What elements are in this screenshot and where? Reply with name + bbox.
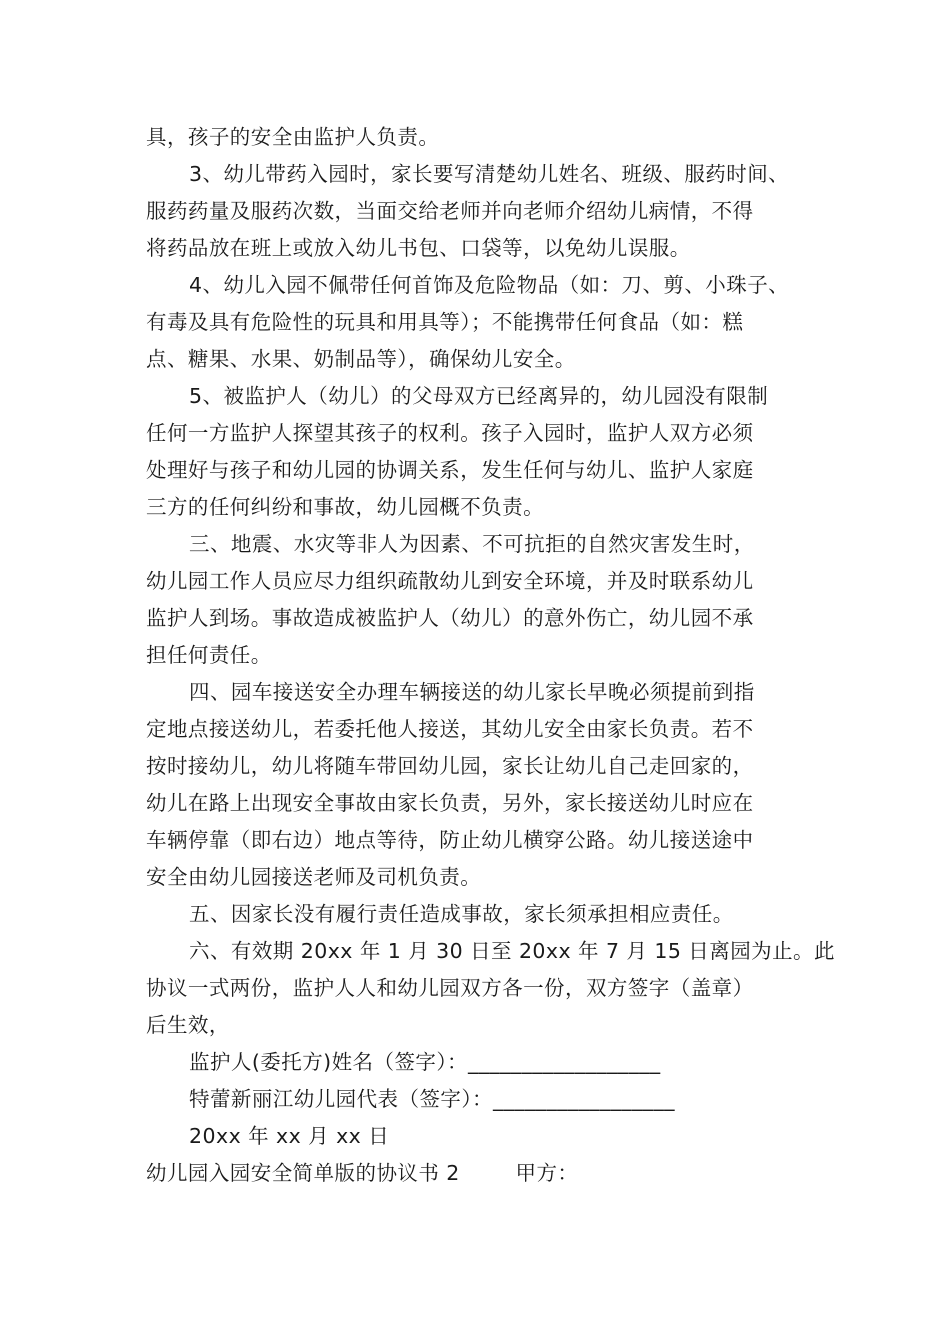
section-3-natural-disaster: 三、地震、水灾等非人为因素、不可抗拒的自然灾害发生时，: [189, 532, 755, 556]
text-line: 按时接幼儿，幼儿将随车带回幼儿园，家长让幼儿自己走回家的，: [146, 754, 754, 778]
text-line: 有毒及具有危险性的玩具和用具等）；不能携带任何食品（如：糕: [146, 310, 744, 334]
text-line: 将药品放在班上或放入幼儿书包、口袋等，以免幼儿误服。: [146, 236, 691, 260]
text-line: 任何一方监护人探望其孩子的权利。孩子入园时，监护人双方必须: [146, 421, 754, 445]
text-line: 后生效，: [146, 1013, 230, 1037]
section-5-parent-responsibility: 五、因家长没有履行责任造成事故，家长须承担相应责任。: [189, 902, 734, 926]
text-line: 监护人到场。事故造成被监护人（幼儿）的意外伤亡，幼儿园不承: [146, 606, 754, 630]
date-line: 20xx 年 xx 月 xx 日: [189, 1124, 390, 1148]
next-agreement-heading: 幼儿园入园安全简单版的协议书 2 甲方：: [146, 1161, 579, 1185]
paragraph-3-medicine: 3、幼儿带药入园时，家长要写清楚幼儿姓名、班级、服药时间、: [189, 162, 790, 186]
paragraph-5-divorced-parents: 5、被监护人（幼儿）的父母双方已经离异的，幼儿园没有限制: [189, 384, 769, 408]
section-4-school-bus: 四、园车接送安全办理车辆接送的幼儿家长早晚必须提前到指: [189, 680, 755, 704]
text-line: 具，孩子的安全由监护人负责。: [146, 125, 440, 149]
text-line: 协议一式两份，监护人人和幼儿园双方各一份，双方签字（盖章）: [146, 976, 754, 1000]
text-line: 服药药量及服药次数，当面交给老师并向老师介绍幼儿病情，不得: [146, 199, 754, 223]
text-line: 三方的任何纠纷和事故，幼儿园概不负责。: [146, 495, 545, 519]
text-line: 担任何责任。: [146, 643, 272, 667]
text-line: 处理好与孩子和幼儿园的协调关系，发生任何与幼儿、监护人家庭: [146, 458, 754, 482]
paragraph-4-dangerous-items: 4、幼儿入园不佩带任何首饰及危险物品（如：刀、剪、小珠子、: [189, 273, 790, 297]
text-line: 幼儿园工作人员应尽力组织疏散幼儿到安全环境，并及时联系幼儿: [146, 569, 754, 593]
text-line: 点、糖果、水果、奶制品等），确保幼儿安全。: [146, 347, 576, 371]
kindergarten-signature-line: 特蕾新丽江幼儿园代表（签字）：_________________: [189, 1087, 675, 1111]
text-line: 安全由幼儿园接送老师及司机负责。: [146, 865, 482, 889]
text-line: 定地点接送幼儿，若委托他人接送，其幼儿安全由家长负责。若不: [146, 717, 754, 741]
document-page: [146, 119, 835, 1192]
text-line: 幼儿在路上出现安全事故由家长负责，另外，家长接送幼儿时应在: [146, 791, 754, 815]
text-line: 车辆停靠（即右边）地点等待，防止幼儿横穿公路。幼儿接送途中: [146, 828, 754, 852]
section-6-validity: 六、有效期 20xx 年 1 月 30 日至 20xx 年 7 月 15 日离园为止。此: [189, 939, 835, 963]
guardian-signature-line: 监护人(委托方)姓名（签字）：__________________: [189, 1050, 661, 1074]
